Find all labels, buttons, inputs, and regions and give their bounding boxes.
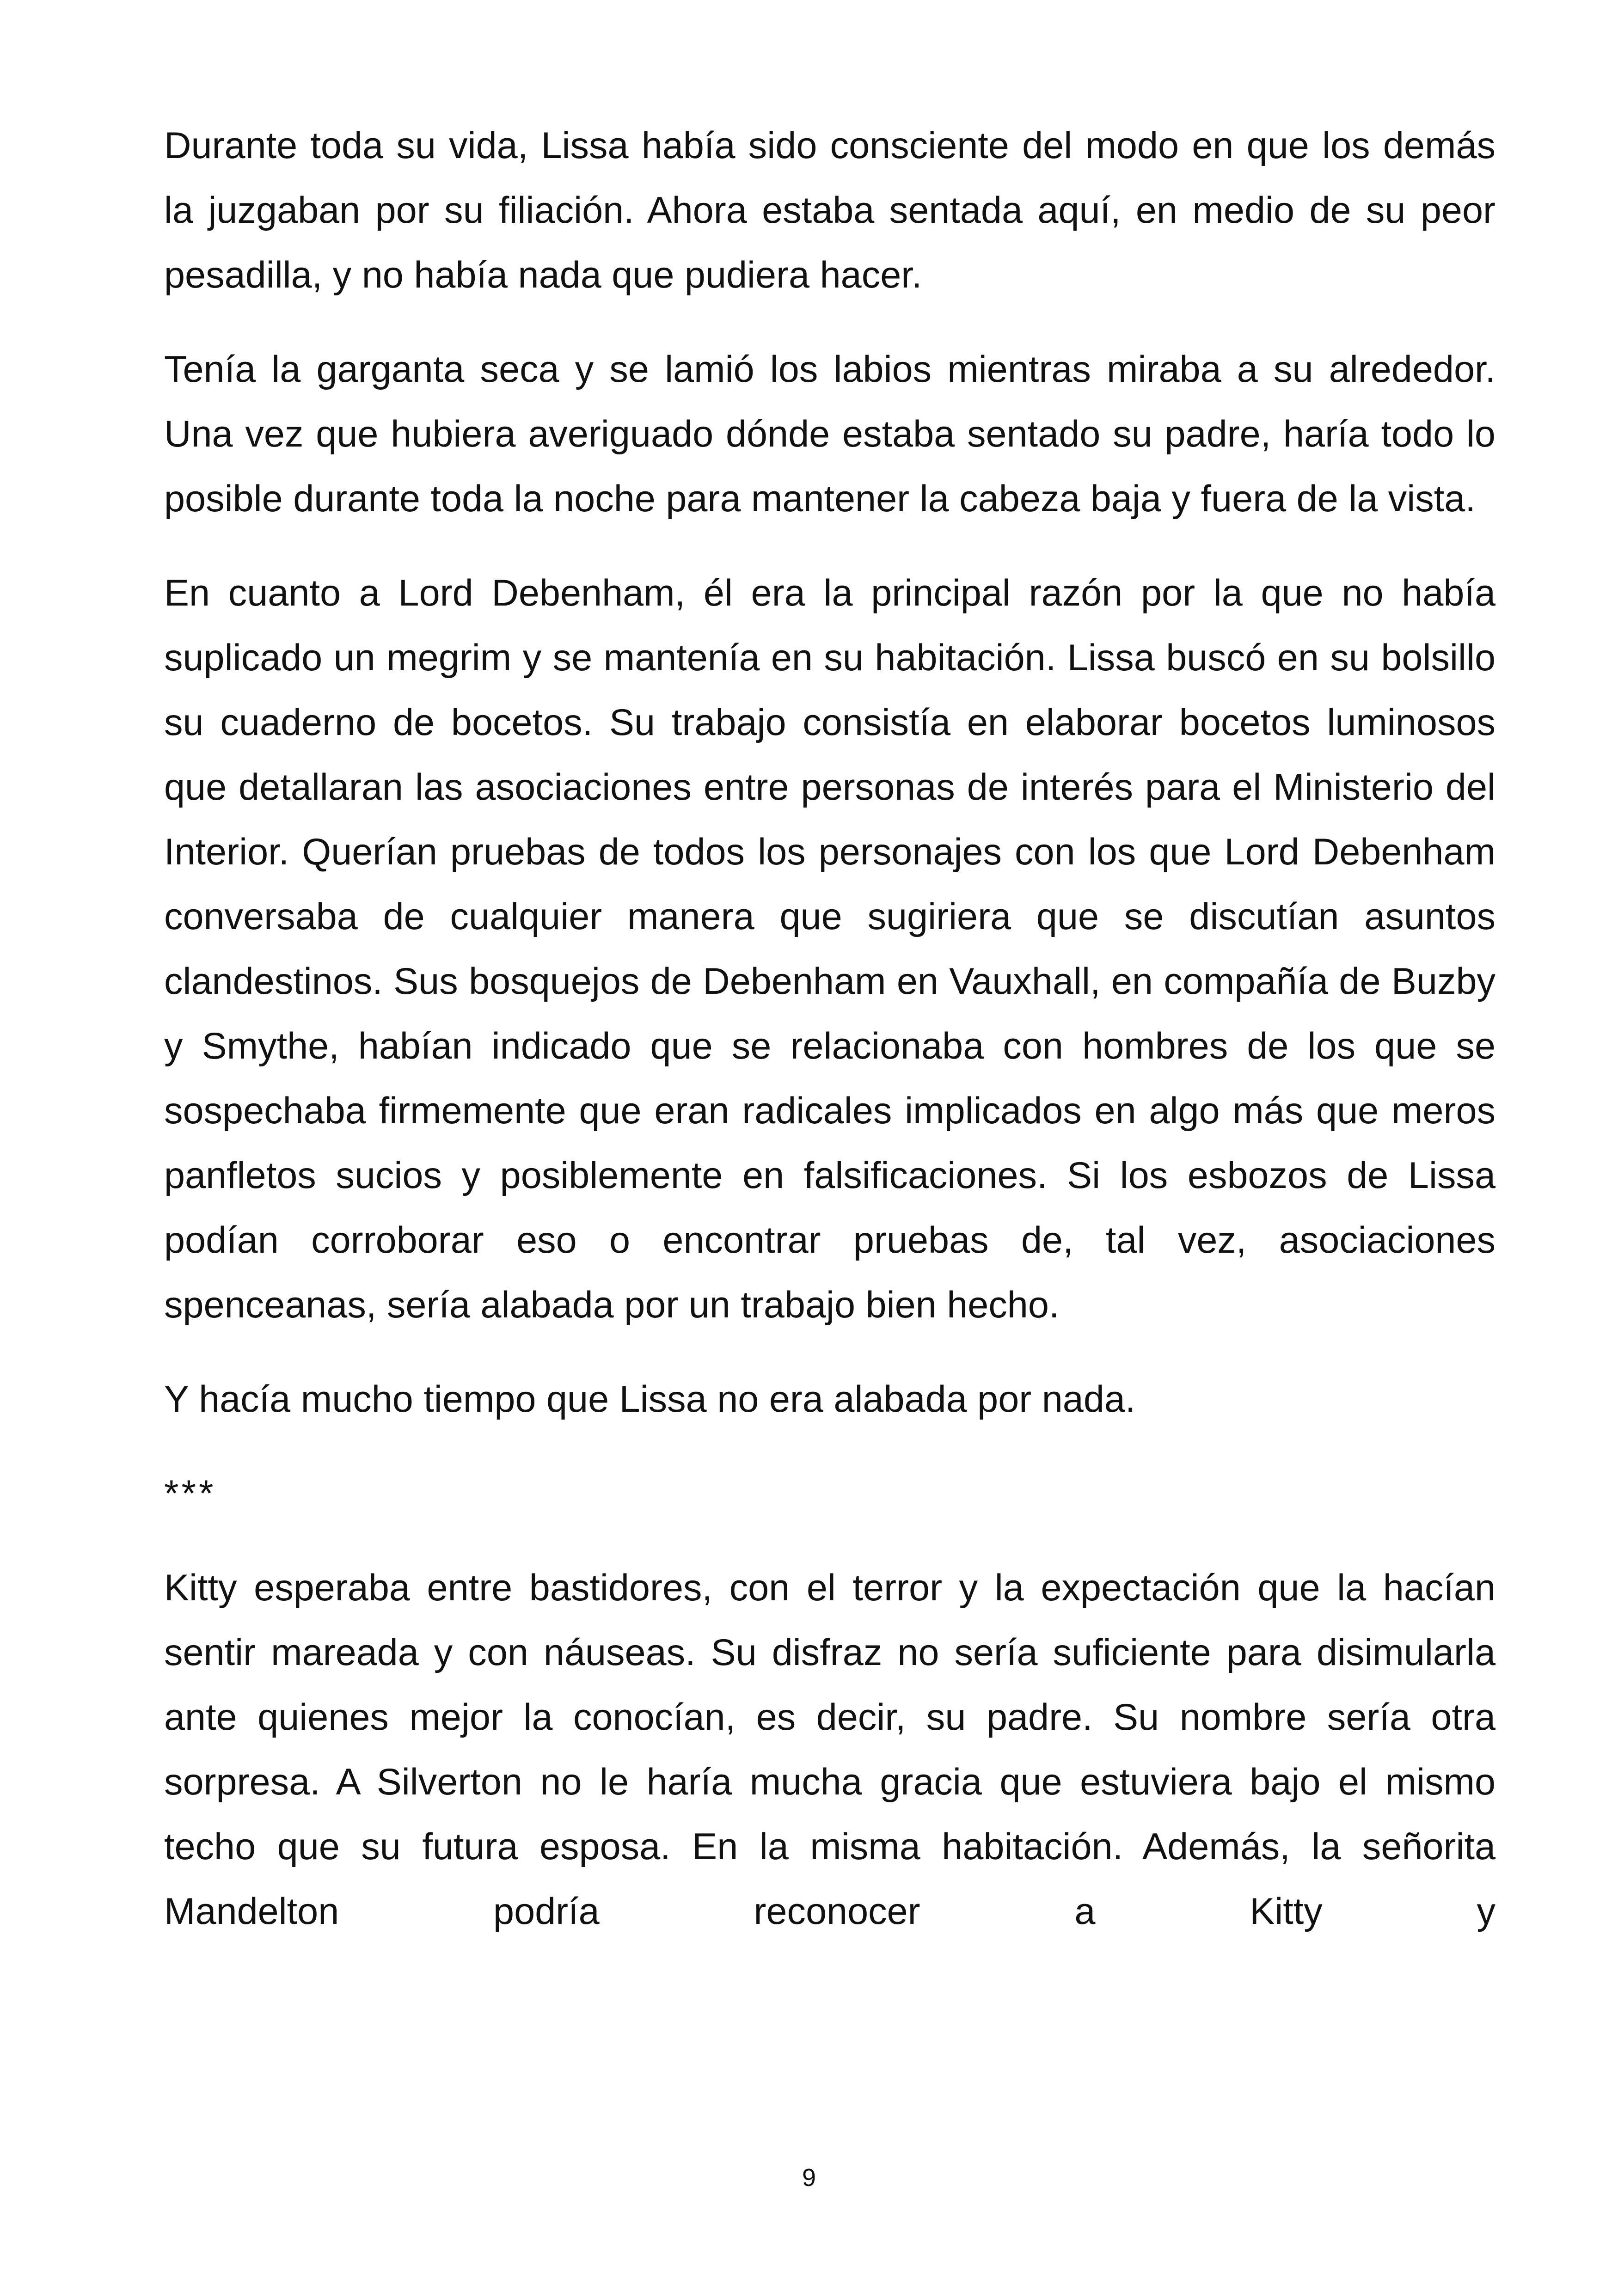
scene-separator: ***: [164, 1473, 216, 1514]
paragraph-5: Kitty esperaba entre bastidores, con el terror y la expectación que la hacían sentir mareada y con náuseas. Su disfraz no sería suficiente para disimularla ante quienes mejor la conocían, es decir, su padre. Su nombre sería otra sorpresa. A Silverton no le haría mucha gracia que estuviera bajo el mismo techo que su futura esposa. En la misma habitación. Además, la señorita Mandelton podría reconocer a Kitty y: [164, 1567, 1495, 1932]
document-body: [164, 113, 1495, 1973]
paragraph-1: Durante toda su vida, Lissa había sido consciente del modo en que los demás la juzgaban por su filiación. Ahora estaba sentada aquí, en medio de su peor pesadilla, y no había nada que pudiera hacer.: [164, 125, 1495, 296]
paragraph-2: Tenía la garganta seca y se lamió los labios mientras miraba a su alrededor. Una vez que hubiera averiguado dónde estaba sentado su padre, haría todo lo posible durante toda la noche para mantener la cabeza baja y fuera de la vista.: [164, 349, 1495, 520]
page-number: 9: [802, 2164, 816, 2192]
paragraph-3: En cuanto a Lord Debenham, él era la principal razón por la que no había suplicado un megrim y se mantenía en su habitación. Lissa buscó en su bolsillo su cuaderno de bocetos. Su trabajo consistía en elaborar bocetos luminosos que detallaran las asociaciones entre personas de interés para el Ministerio del Interior. Querían pruebas de todos los personajes con los que Lord Debenham conversaba de cualquier manera que sugiriera que se discutían asuntos clandestinos. Sus bosquejos de Debenham en Vauxhall, en compañía de Buzby y Smythe, habían indicado que se relacionaba con hombres de los que se sospechaba firmemente que eran radicales implicados en algo más que meros panfletos sucios y posiblemente en falsificaciones. Si los esbozos de Lissa podían corroborar eso o encontrar pruebas de, tal vez, asociaciones spenceanas, sería alabada por un trabajo bien hecho.: [164, 572, 1495, 1326]
paragraph-4: Y hacía mucho tiempo que Lissa no era alabada por nada.: [164, 1378, 1136, 1420]
